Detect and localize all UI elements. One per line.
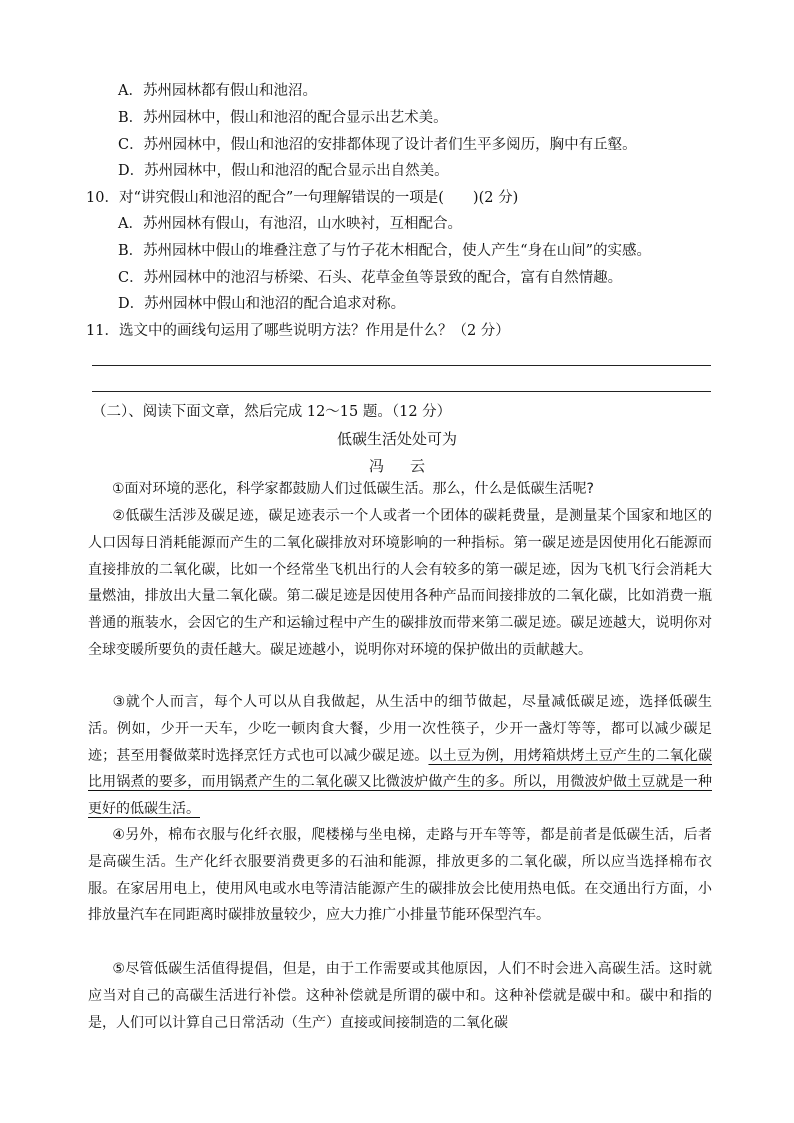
q9-option-d: D．苏州园林中，假山和池沼的配合显示出自然美。 xyxy=(118,163,449,179)
q9-option-c: C．苏州园林中，假山和池沼的安排都体现了设计者们生平多阅历，胸中有丘壑。 xyxy=(118,137,637,153)
answer-line-1[interactable] xyxy=(92,365,711,366)
paragraph-3: ③就个人而言，每个人可以从自我做起，从生活中的细节做起，尽量减低碳足迹，选择低碳生活。例如，少开一天车，少吃一顿肉食大餐，少用一次性筷子，少开一盏灯等等，都可以减少碳足迹；甚至用餐做菜时选择烹饪方式也可以减少碳足迹。以土豆为例，用烤箱烘烤土豆产生的二氧化碳比用锅煮的要多，而用锅煮产生的二氧化碳又比微波炉做产生的多。所以，用微波炉做土豆就是一种更好的低碳生活。 xyxy=(88,694,713,818)
q10-stem: 10．对“讲究假山和池沼的配合”一句理解错误的一项是( )(2 分) xyxy=(86,190,519,206)
q10-option-b: B．苏州园林中假山的堆叠注意了与竹子花木相配合，使人产生“身在山间”的实感。 xyxy=(118,243,651,259)
paragraph-2: ②低碳生活涉及碳足迹，碳足迹表示一个人或者一个团体的碳耗费量，是测量某个国家和地区的人口因每日消耗能源而产生的二氧化碳排放对环境影响的一种指标。第一碳足迹是因使用化石能源而直接排放的二氧化碳，比如一个经常坐飞机出行的人会有较多的第一碳足迹，因为飞机飞行会消耗大量燃油，排放出大量二氧化碳。第二碳足迹是因使用各种产品而间接排放的二氧化碳，比如消费一瓶普通的瓶装水，会因它的生产和运输过程中产生的碳排放而带来第二碳足迹。碳足迹越大，说明你对全球变暖所要负的责任越大。碳足迹越小，说明你对环境的保护做出的贡献越大。 xyxy=(88,508,712,658)
q10-option-c: C．苏州园林中的池沼与桥梁、石头、花草金鱼等景致的配合，富有自然情趣。 xyxy=(118,270,623,286)
paragraph-1: ①面对环境的恶化，科学家都鼓励人们过低碳生活。那么，什么是低碳生活呢? xyxy=(112,481,594,497)
paragraph-4: ④另外，棉布衣服与化纤衣服，爬楼梯与坐电梯，走路与开车等等，都是前者是低碳生活，后者是高碳生活。生产化纤衣服要消费更多的石油和能源，排放更多的二氧化碳，所以应当选择棉布衣服。在家居用电上，使用风电或水电等清洁能源产生的碳排放会比使用热电低。在交通出行方面，小排放量汽车在同距离时碳排放量较少，应大力推广小排量节能环保型汽车。 xyxy=(88,827,712,924)
paragraph-5: ⑤尽管低碳生活值得提倡，但是，由于工作需要或其他原因，人们不时会进入高碳生活。这时就应当对自己的高碳生活进行补偿。这种补偿就是所谓的碳中和。这种补偿就是碳中和。碳中和指的是，人们可以计算自己日常活动（生产）直接或间接制造的二氧化碳 xyxy=(88,961,712,1031)
q10-option-a: A．苏州园林有假山，有池沼，山水映衬，互相配合。 xyxy=(118,216,462,232)
article-author: 冯云 xyxy=(368,457,451,475)
section2-heading: （二）、阅读下面文章，然后完成 12～15 题。（12 分） xyxy=(92,404,452,420)
q9-option-a: A．苏州园林都有假山和池沼。 xyxy=(118,83,317,99)
q11-stem: 11．选文中的画线句运用了哪些说明方法？作用是什么？（2 分） xyxy=(86,323,510,339)
q9-option-b: B．苏州园林中，假山和池沼的配合显示出艺术美。 xyxy=(118,110,448,126)
answer-line-2[interactable] xyxy=(92,391,711,392)
underlined-sentence: 以土豆为例，用烤箱烘烤土豆产生的二氧化碳比用锅煮的要多，而用锅煮产生的二氧化碳又比微波炉做产生的多。所以，用微波炉做土豆就是一种更好的低碳生活。 xyxy=(88,747,713,818)
article-title: 低碳生活处处可为 xyxy=(336,430,457,448)
q10-option-d: D．苏州园林中假山和池沼的配合追求对称。 xyxy=(118,296,406,312)
